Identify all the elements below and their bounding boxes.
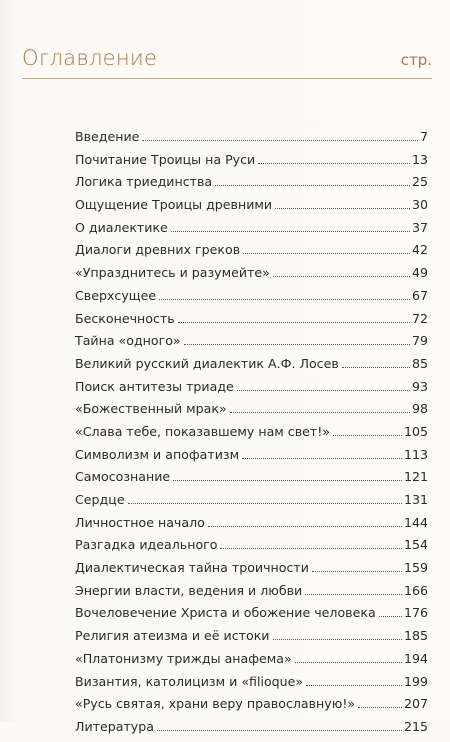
toc-entry-page-number: 215	[403, 718, 428, 734]
toc-entry	[75, 515, 428, 538]
toc-entry-page-number: 13	[411, 151, 428, 167]
toc-entry-page-number: 49	[411, 265, 428, 281]
toc-entry-page-number: 166	[403, 582, 428, 598]
dot-leader	[295, 662, 402, 663]
toc-entry-title: Введение	[75, 129, 140, 144]
toc-entry	[75, 197, 428, 220]
toc-entry-title: Почитание Троицы на Руси	[75, 151, 256, 167]
header-divider	[22, 78, 432, 79]
toc-entry	[75, 447, 428, 470]
toc-entry-title: «Слава тебе, показавшему нам свет!»	[75, 423, 330, 439]
table-of-contents	[75, 129, 428, 742]
toc-entry-page-number: 98	[411, 401, 428, 417]
toc-entry	[75, 674, 428, 697]
toc-entry-title: Самосознание	[75, 469, 171, 485]
toc-entry-title: «Русь святая, храни веру православную!»	[75, 696, 356, 712]
dot-leader	[157, 730, 402, 731]
toc-entry-title: Великий русский диалектик А.Ф. Лосев	[75, 355, 339, 371]
toc-entry-title: Личностное начало	[75, 514, 205, 530]
toc-entry-page-number: 72	[411, 310, 428, 326]
dot-leader	[237, 390, 410, 391]
toc-entry-page-number: 93	[411, 378, 428, 394]
toc-entry-title: Ощущение Троицы древними	[75, 197, 273, 213]
toc-entry-title: «Упразднитесь и разумейте»	[75, 265, 270, 281]
dot-leader	[178, 322, 410, 323]
dot-leader	[184, 344, 410, 345]
toc-entry-title: Энергии власти, ведения и любви	[75, 582, 303, 598]
dot-leader	[275, 208, 410, 209]
dot-leader	[142, 140, 418, 141]
toc-entry-page-number: 67	[411, 287, 428, 303]
toc-entry-page-number: 85	[411, 355, 428, 371]
toc-entry	[75, 696, 428, 719]
toc-entry-page-number: 199	[403, 673, 428, 689]
toc-entry-page-number: 30	[411, 197, 428, 213]
toc-entry	[75, 356, 428, 379]
toc-entry-title: Диалоги древних греков	[75, 242, 241, 258]
dot-leader	[306, 685, 402, 686]
toc-entry-page-number: 154	[403, 537, 428, 553]
toc-entry	[75, 311, 428, 334]
toc-entry-page-number: 79	[411, 333, 428, 349]
toc-entry-title: Византия, католицизм и «filioque»	[75, 673, 304, 689]
toc-entry-title: Сердце	[75, 492, 125, 507]
toc-entry	[75, 560, 428, 583]
toc-entry	[75, 220, 428, 243]
toc-entry-page-number: 7	[419, 129, 428, 144]
toc-entry	[75, 537, 428, 560]
toc-header	[22, 46, 432, 80]
dot-leader	[208, 526, 402, 527]
dot-leader	[273, 639, 402, 640]
dot-leader	[273, 276, 410, 277]
toc-entry-title: «Божественный мрак»	[75, 401, 227, 417]
toc-entry-title: «Платонизму трижды анафема»	[75, 650, 292, 666]
toc-entry-page-number: 185	[403, 628, 428, 644]
toc-entry-page-number: 131	[403, 492, 428, 507]
page-title: Оглавление	[22, 46, 158, 70]
dot-leader	[215, 185, 410, 186]
toc-entry-title: Логика триединства	[75, 174, 213, 190]
toc-entry	[75, 333, 428, 356]
toc-entry-title: Религия атеизма и её истоки	[75, 628, 270, 644]
dot-leader	[171, 231, 410, 232]
toc-entry-page-number: 144	[403, 514, 428, 530]
dot-leader	[342, 367, 410, 368]
dot-leader	[242, 458, 402, 459]
toc-entry-page-number: 121	[403, 469, 428, 485]
toc-entry	[75, 265, 428, 288]
dot-leader	[305, 594, 402, 595]
toc-entry	[75, 129, 428, 152]
toc-entry-title: Разгадка идеального	[75, 537, 218, 553]
dot-leader	[173, 480, 402, 481]
toc-entry	[75, 651, 428, 674]
dot-leader	[243, 253, 410, 254]
toc-entry	[75, 719, 428, 742]
toc-entry	[75, 424, 428, 447]
dot-leader	[358, 707, 402, 708]
toc-entry-title: Поиск антитезы триаде	[75, 378, 234, 394]
toc-entry-title: О диалектике	[75, 219, 168, 235]
toc-entry	[75, 242, 428, 265]
dot-leader	[333, 435, 402, 436]
toc-entry-page-number: 105	[403, 423, 428, 439]
toc-entry-page-number: 176	[403, 605, 428, 621]
toc-entry	[75, 174, 428, 197]
toc-entry-page-number: 25	[411, 174, 428, 190]
toc-entry-title: Диалектическая тайна троичности	[75, 560, 309, 576]
dot-leader	[312, 571, 402, 572]
toc-entry	[75, 628, 428, 651]
dot-leader	[220, 548, 401, 549]
dot-leader	[159, 299, 410, 300]
toc-entry-page-number: 159	[403, 560, 428, 576]
toc-entry-title: Бесконечность	[75, 310, 175, 326]
dot-leader	[258, 163, 410, 164]
toc-entry-title: Литература	[75, 718, 154, 734]
toc-entry-title: Тайна «одного»	[75, 333, 181, 349]
dot-leader	[230, 412, 410, 413]
toc-entry-title: Символизм и апофатизм	[75, 446, 240, 462]
toc-entry	[75, 469, 428, 492]
toc-entry-page-number: 194	[403, 650, 428, 666]
toc-entry	[75, 288, 428, 311]
toc-entry	[75, 379, 428, 402]
toc-entry	[75, 583, 428, 606]
toc-entry-page-number: 42	[411, 242, 428, 258]
toc-entry-title: Вочеловечение Христа и обожение человека	[75, 605, 376, 621]
toc-entry-page-number: 207	[403, 696, 428, 712]
toc-entry-page-number: 113	[403, 446, 428, 462]
toc-entry-title: Сверхсущее	[75, 287, 157, 303]
dot-leader	[379, 616, 402, 617]
toc-entry	[75, 152, 428, 175]
toc-entry	[75, 401, 428, 424]
toc-entry	[75, 492, 428, 515]
toc-entry	[75, 605, 428, 628]
toc-entry-page-number: 37	[411, 219, 428, 235]
page-column-label: стр.	[400, 51, 432, 69]
dot-leader	[128, 503, 402, 504]
